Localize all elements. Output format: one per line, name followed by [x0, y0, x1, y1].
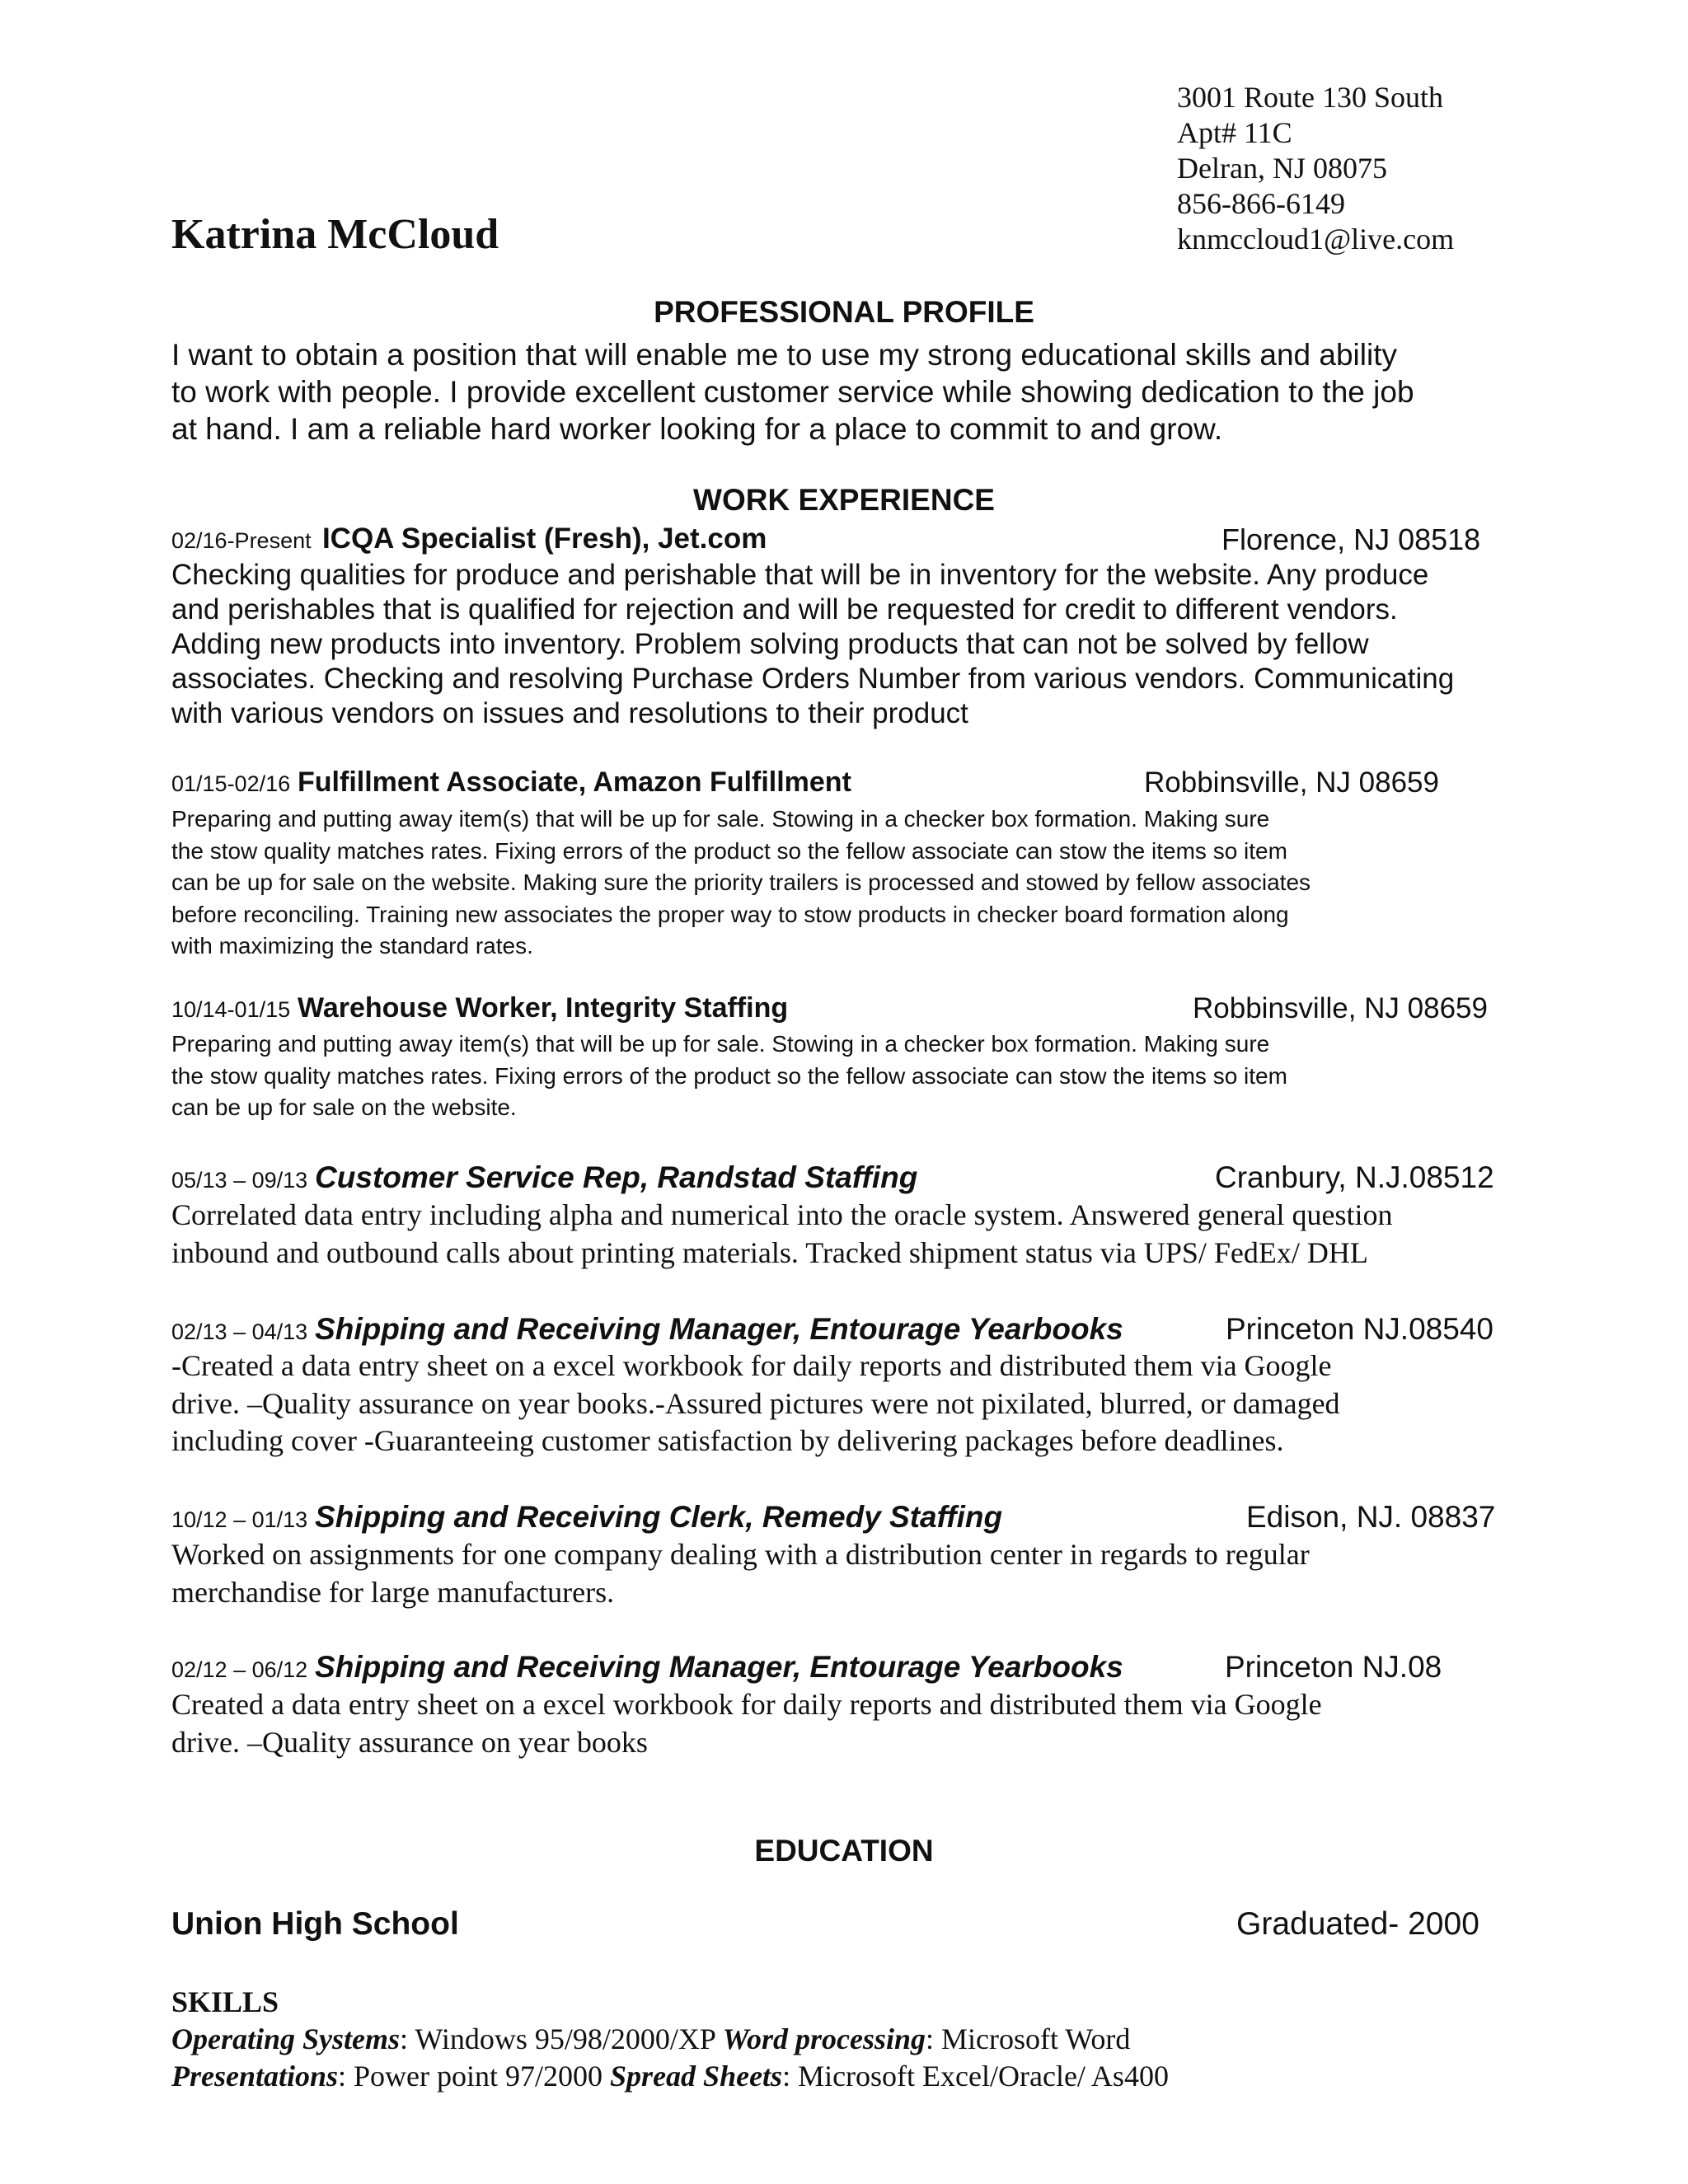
job-description: Preparing and putting away item(s) that will be up for sale. Stowing in a checker box formation. Making sure the stow quality matches rates. Fixing errors of the product so the fellow associate can stow the items so item can be up for sale on the website. [171, 1031, 1287, 1120]
graduation-year: Graduated- 2000 [1236, 1906, 1479, 1942]
job-description: Correlated data entry including alpha and numerical into the oracle system. Answered general question inbound and outbound calls about printing materials. Tracked shipment status via UPS/ FedEx/ DHL [171, 1198, 1393, 1269]
job-header [171, 1312, 1123, 1347]
job-title: Customer Service Rep, Randstad Staffing [315, 1160, 918, 1194]
job-dates: 10/12 – 01/13 [171, 1507, 308, 1532]
job-location: Princeton NJ.08 [1225, 1650, 1442, 1684]
job-location: Robbinsville, NJ 08659 [1144, 766, 1439, 799]
job-dates: 10/14-01/15 [171, 997, 291, 1022]
address-line-1: 3001 Route 130 South [1177, 81, 1444, 114]
job-header [171, 523, 767, 555]
skill-value: : Microsoft Excel/Oracle/ As400 [782, 2060, 1169, 2093]
profile-heading: PROFESSIONAL PROFILE [654, 295, 1034, 329]
school-name: Union High School [171, 1906, 459, 1942]
job-title: Shipping and Receiving Clerk, Remedy Staffing [315, 1500, 1003, 1534]
skill-label: Spread Sheets [610, 2060, 783, 2093]
skill-label: Word processing [722, 2022, 926, 2055]
job-description: Worked on assignments for one company dealing with a distribution center in regards to regular merchandise for large manufacturers. [171, 1538, 1310, 1609]
job-dates: 05/13 – 09/13 [171, 1168, 308, 1193]
job-location: Princeton NJ.08540 [1226, 1312, 1493, 1346]
job-title: Shipping and Receiving Manager, Entourage Yearbooks [315, 1312, 1123, 1346]
job-location: Florence, NJ 08518 [1221, 523, 1481, 556]
skills-heading: SKILLS [171, 1985, 279, 2018]
job-dates: 02/16-Present [171, 528, 312, 553]
job-dates: 02/13 – 04/13 [171, 1319, 308, 1344]
skill-value: : Microsoft Word [925, 2022, 1131, 2055]
job-header [171, 992, 788, 1024]
skills-row-1 [171, 2022, 1130, 2056]
education-heading: EDUCATION [754, 1834, 934, 1868]
job-description: Checking qualities for produce and perishable that will be in inventory for the website. Any produce and perishables that is qualified for rejection and will be requested for credit to different vendors. Adding new products into inventory. Problem solving products that can not be solved by fellow associates. Checking and resolving Purchase Orders Number from various vendors. Communicating with various vendors on issues and resolutions to their product [171, 559, 1455, 729]
job-title: Warehouse Worker, Integrity Staffing [298, 992, 789, 1024]
job-header [171, 1650, 1123, 1685]
work-heading: WORK EXPERIENCE [693, 483, 995, 517]
job-location: Robbinsville, NJ 08659 [1193, 992, 1488, 1024]
contact-block [1177, 80, 1454, 257]
job-description: Preparing and putting away item(s) that will be up for sale. Stowing in a checker box formation. Making sure the stow quality matches rates. Fixing errors of the product so the fellow associate can stow the items so item can be up for sale on the website. Making sure the priority trailers is processed and stowed by fellow associates before reconciling. Training new associates the proper way to stow products in checker board formation along with maximizing the standard rates. [171, 806, 1311, 958]
job-header [171, 1500, 1002, 1535]
profile-text: I want to obtain a position that will enable me to use my strong educational skills and ability to work with people. I provide excellent customer service while showing dedication to the job at hand. I am a reliable hard worker looking for a place to commit to and grow. [171, 338, 1414, 446]
job-title: ICQA Specialist (Fresh), Jet.com [321, 523, 767, 555]
job-location: Cranbury, N.J.08512 [1215, 1160, 1494, 1194]
job-title: Shipping and Receiving Manager, Entourage Yearbooks [315, 1650, 1123, 1684]
phone-number: 856-866-6149 [1177, 187, 1345, 220]
address-city: Delran, NJ 08075 [1177, 152, 1387, 185]
job-description: -Created a data entry sheet on a excel workbook for daily reports and distributed them via Google drive. –Quality assurance on year books.-Assured pictures were not pixilated, blurred, or damaged including cover -Guaranteeing customer satisfaction by delivering packages before deadlines. [171, 1349, 1340, 1457]
candidate-name: Katrina McCloud [171, 211, 499, 258]
job-header [171, 766, 851, 799]
email-address: knmccloud1@live.com [1177, 223, 1455, 255]
skill-value: : Power point 97/2000 [338, 2060, 603, 2093]
skill-label: Operating Systems [171, 2022, 401, 2055]
skills-row-2 [171, 2059, 1169, 2093]
job-title: Fulfillment Associate, Amazon Fulfillment [298, 766, 851, 798]
job-dates: 02/12 – 06/12 [171, 1657, 308, 1682]
job-header [171, 1160, 917, 1195]
job-description: Created a data entry sheet on a excel workbook for daily reports and distributed them via Google drive. –Quality assurance on year books [171, 1688, 1322, 1759]
skill-value: : Windows 95/98/2000/XP [400, 2022, 715, 2055]
job-location: Edison, NJ. 08837 [1246, 1500, 1496, 1534]
address-line-2: Apt# 11C [1177, 116, 1292, 149]
skill-label: Presentations [171, 2060, 339, 2093]
job-dates: 01/15-02/16 [171, 771, 291, 796]
